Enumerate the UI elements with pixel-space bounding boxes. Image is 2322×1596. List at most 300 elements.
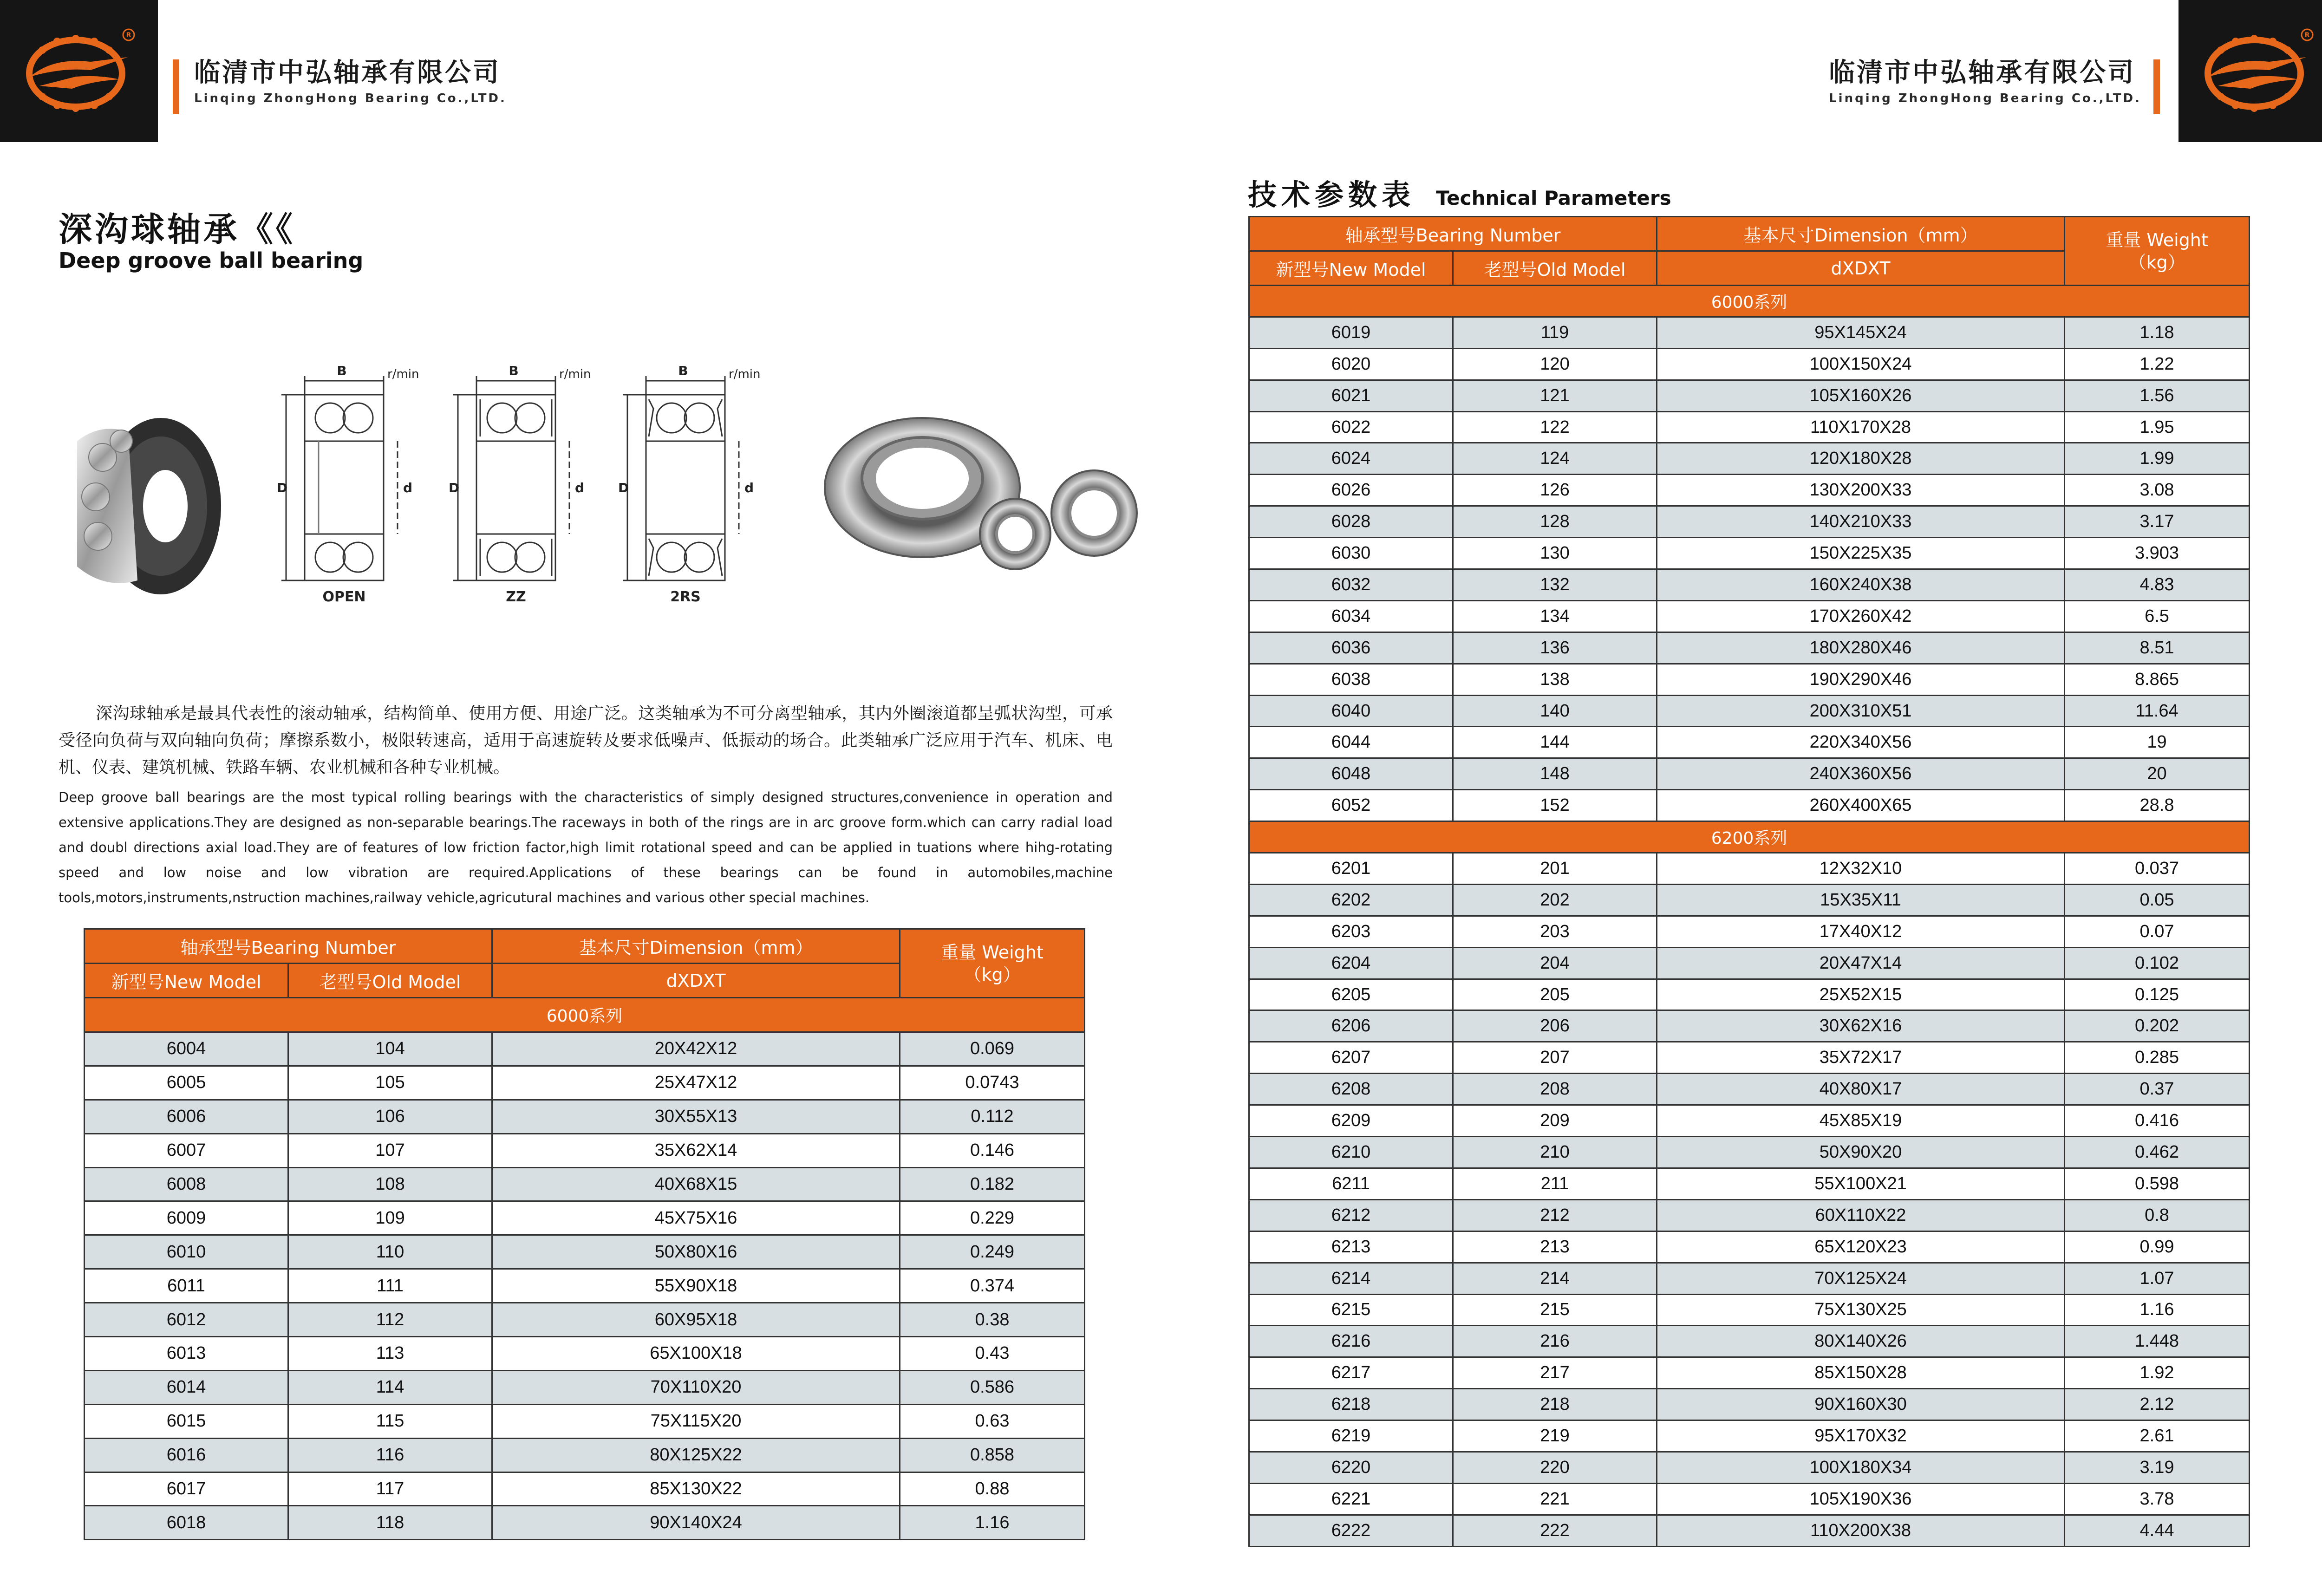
- weight-cell: 1.92: [2065, 1357, 2250, 1389]
- dimension-cell: 70X125X24: [1657, 1263, 2065, 1294]
- old-model-cell: 212: [1453, 1199, 1657, 1231]
- weight-cell: 2.12: [2065, 1389, 2250, 1420]
- weight-cell: 0.63: [900, 1404, 1085, 1438]
- dimension-label-b: B: [509, 363, 519, 378]
- heading-en: Technical Parameters: [1436, 187, 1671, 209]
- new-model-cell: 6028: [1249, 506, 1453, 538]
- weight-cell: 0.374: [900, 1269, 1085, 1303]
- dimension-cell: 55X90X18: [492, 1269, 900, 1303]
- weight-cell: 1.18: [2065, 317, 2250, 348]
- new-model-cell: 6026: [1249, 475, 1453, 506]
- weight-cell: 1.16: [2065, 1294, 2250, 1326]
- weight-cell: 0.037: [2065, 853, 2250, 885]
- dimension-cell: 85X150X28: [1657, 1357, 2065, 1389]
- heading-cn: 技术参数表: [1248, 178, 1415, 212]
- new-model-cell: 6221: [1249, 1483, 1453, 1515]
- old-model-cell: 216: [1453, 1326, 1657, 1357]
- company-brand: [173, 57, 507, 108]
- header-new-model: 新型号New Model: [1249, 251, 1453, 286]
- new-model-cell: 6052: [1249, 790, 1453, 821]
- weight-cell: 1.22: [2065, 348, 2250, 380]
- table-row: [1249, 1231, 2250, 1263]
- old-model-cell: 130: [1453, 538, 1657, 569]
- old-model-cell: 206: [1453, 1010, 1657, 1042]
- header-old-model: 老型号Old Model: [1453, 251, 1657, 286]
- table-row: [1249, 317, 2250, 348]
- dimension-cell: 85X130X22: [492, 1472, 900, 1506]
- table-row: [85, 1066, 1085, 1100]
- weight-cell: 19: [2065, 727, 2250, 758]
- new-model-cell: 6004: [85, 1032, 288, 1066]
- table-row: [1249, 758, 2250, 790]
- new-model-cell: 6022: [1249, 411, 1453, 443]
- table-row: [85, 1404, 1085, 1438]
- dimension-cell: 140X210X33: [1657, 506, 2065, 538]
- weight-cell: 3.17: [2065, 506, 2250, 538]
- weight-cell: 1.448: [2065, 1326, 2250, 1357]
- description-cn: 深沟球轴承是最具代表性的滚动轴承，结构简单、使用方便、用途广泛。这类轴承为不可分离型轴承，其内外圈滚道都呈弧状沟型，可承受径向负荷与双向轴向负荷；摩擦系数小，极限转速高，适用于高速旋转及要求低噪声、低振动的场合。此类轴承广泛应用于汽车、机床、电机、仪表、建筑机械、铁路车辆、农业机械和各种专业机械。: [59, 704, 1113, 777]
- bearings-photo: [820, 413, 1154, 590]
- old-model-cell: 208: [1453, 1074, 1657, 1105]
- table-row: [1249, 1263, 2250, 1294]
- new-model-cell: 6017: [85, 1472, 288, 1506]
- dimension-cell: 50X80X16: [492, 1235, 900, 1269]
- table-row: [1249, 1294, 2250, 1326]
- header-dimension: 基本尺寸Dimension（mm）: [1657, 217, 2065, 251]
- weight-cell: 1.16: [900, 1506, 1085, 1540]
- new-model-cell: 6212: [1249, 1199, 1453, 1231]
- weight-cell: 0.598: [2065, 1168, 2250, 1199]
- weight-cell: 0.285: [2065, 1042, 2250, 1074]
- old-model-cell: 148: [1453, 758, 1657, 790]
- new-model-cell: 6006: [85, 1100, 288, 1133]
- old-model-cell: 203: [1453, 916, 1657, 947]
- new-model-cell: 6030: [1249, 538, 1453, 569]
- weight-cell: 0.43: [900, 1337, 1085, 1371]
- new-model-cell: 6222: [1249, 1515, 1453, 1546]
- old-model-cell: 107: [288, 1133, 492, 1167]
- new-model-cell: 6207: [1249, 1042, 1453, 1074]
- left-spec-table: [84, 928, 1085, 1540]
- dimension-cell: 35X72X17: [1657, 1042, 2065, 1074]
- dimension-cell: 200X310X51: [1657, 695, 2065, 727]
- new-model-cell: 6218: [1249, 1389, 1453, 1420]
- old-model-cell: 122: [1453, 411, 1657, 443]
- old-model-cell: 109: [288, 1201, 492, 1235]
- old-model-cell: 218: [1453, 1389, 1657, 1420]
- new-model-cell: 6012: [85, 1303, 288, 1337]
- company-brand: [1829, 57, 2141, 108]
- table-row: [1249, 348, 2250, 380]
- table-row: [85, 1337, 1085, 1371]
- dimension-cell: 110X170X28: [1657, 411, 2065, 443]
- weight-cell: 0.249: [900, 1235, 1085, 1269]
- header-weight: [900, 929, 1085, 998]
- new-model-cell: 6007: [85, 1133, 288, 1167]
- page-title-en: Deep groove ball bearing: [59, 248, 364, 273]
- header-dimension: 基本尺寸Dimension（mm）: [492, 929, 900, 964]
- weight-cell: 6.5: [2065, 600, 2250, 632]
- weight-cell: 0.416: [2065, 1105, 2250, 1137]
- weight-cell: 0.125: [2065, 979, 2250, 1010]
- old-model-cell: 114: [288, 1370, 492, 1404]
- table-row: [1249, 1326, 2250, 1357]
- weight-cell: 8.51: [2065, 632, 2250, 664]
- old-model-cell: 113: [288, 1337, 492, 1371]
- dimension-cell: 95X170X32: [1657, 1420, 2065, 1452]
- new-model-cell: 6210: [1249, 1137, 1453, 1168]
- table-row: [1249, 1420, 2250, 1452]
- dimension-cell: 55X100X21: [1657, 1168, 2065, 1199]
- new-model-cell: 6010: [85, 1235, 288, 1269]
- dimension-cell: 30X55X13: [492, 1100, 900, 1133]
- table-row: [1249, 475, 2250, 506]
- table-row: [85, 1032, 1085, 1066]
- old-model-cell: 121: [1453, 380, 1657, 411]
- weight-cell: 0.8: [2065, 1199, 2250, 1231]
- dimension-label-d-inner: d: [403, 480, 413, 495]
- dimension-label-b: B: [337, 363, 347, 378]
- series-label: 6000系列: [85, 998, 1085, 1032]
- old-model-cell: 215: [1453, 1294, 1657, 1326]
- dimension-cell: 65X120X23: [1657, 1231, 2065, 1263]
- weight-cell: 3.19: [2065, 1452, 2250, 1483]
- old-model-cell: 108: [288, 1167, 492, 1201]
- old-model-cell: 221: [1453, 1483, 1657, 1515]
- new-model-cell: 6216: [1249, 1326, 1453, 1357]
- old-model-cell: 106: [288, 1100, 492, 1133]
- old-model-cell: 202: [1453, 884, 1657, 916]
- dimension-cell: 100X180X34: [1657, 1452, 2065, 1483]
- old-model-cell: 217: [1453, 1357, 1657, 1389]
- new-model-cell: 6215: [1249, 1294, 1453, 1326]
- new-model-cell: 6213: [1249, 1231, 1453, 1263]
- weight-cell: 0.112: [900, 1100, 1085, 1133]
- new-model-cell: 6009: [85, 1201, 288, 1235]
- dimension-cell: 25X52X15: [1657, 979, 2065, 1010]
- header-weight-label: 重量 Weight: [2106, 229, 2208, 250]
- dimension-cell: 60X110X22: [1657, 1199, 2065, 1231]
- weight-cell: 0.102: [2065, 947, 2250, 979]
- new-model-cell: 6201: [1249, 853, 1453, 885]
- table-row: [85, 1201, 1085, 1235]
- dimension-cell: 100X150X24: [1657, 348, 2065, 380]
- dimension-cell: 105X160X26: [1657, 380, 2065, 411]
- new-model-cell: 6014: [85, 1370, 288, 1404]
- new-model-cell: 6206: [1249, 1010, 1453, 1042]
- dimension-cell: 20X47X14: [1657, 947, 2065, 979]
- table-row: [1249, 1483, 2250, 1515]
- dimension-cell: 260X400X65: [1657, 790, 2065, 821]
- svg-text:R: R: [2304, 32, 2310, 39]
- new-model-cell: 6040: [1249, 695, 1453, 727]
- dimension-label-rmin: r/min: [559, 367, 591, 381]
- header-weight-unit: （kg）: [2128, 252, 2185, 273]
- description-en: Deep groove ball bearings are the most typical rolling bearings with the characteristics of simply designed structures,convenience in operation and extensive applications.They are designed as non-separable bearings.The raceways in both of the rings are in arc groove form.which can carry radial load and doubl directions axial load.They are of features of low friction factor,high limit rotational speed and can be applied in tuations where hihg-rotating speed and low noise and low vibration are required.Applications of these bearings can be found in automobiles,machine tools,motors,instruments,nstruction machines,railway vehicle,agricutural machines and various other special machines.: [59, 789, 1113, 905]
- dimension-cell: 45X75X16: [492, 1201, 900, 1235]
- table-row: [1249, 853, 2250, 885]
- dimension-cell: 90X140X24: [492, 1506, 900, 1540]
- dimension-cell: 180X280X46: [1657, 632, 2065, 664]
- dimension-cell: 70X110X20: [492, 1370, 900, 1404]
- weight-cell: 20: [2065, 758, 2250, 790]
- dimension-cell: 65X100X18: [492, 1337, 900, 1371]
- table-row: [1249, 380, 2250, 411]
- table-row: [85, 1370, 1085, 1404]
- header-weight-unit: （kg）: [964, 964, 1021, 985]
- old-model-cell: 118: [288, 1506, 492, 1540]
- weight-cell: 0.37: [2065, 1074, 2250, 1105]
- old-model-cell: 214: [1453, 1263, 1657, 1294]
- table-row: [1249, 1515, 2250, 1546]
- old-model-cell: 115: [288, 1404, 492, 1438]
- old-model-cell: 211: [1453, 1168, 1657, 1199]
- series-row: [1249, 286, 2250, 317]
- table-row: [85, 1167, 1085, 1201]
- dimension-cell: 75X130X25: [1657, 1294, 2065, 1326]
- old-model-cell: 201: [1453, 853, 1657, 885]
- new-model-cell: 6209: [1249, 1105, 1453, 1137]
- dimension-cell: 60X95X18: [492, 1303, 900, 1337]
- company-name-cn: 临清市中弘轴承有限公司: [194, 58, 501, 88]
- table-row: [85, 1472, 1085, 1506]
- dimension-cell: 35X62X14: [492, 1133, 900, 1167]
- bearing-figures: [59, 358, 1154, 645]
- table-row: [1249, 632, 2250, 664]
- dimension-cell: 170X260X42: [1657, 600, 2065, 632]
- dimension-label-d-outer: D: [277, 480, 288, 495]
- old-model-cell: 132: [1453, 569, 1657, 601]
- weight-cell: 0.182: [900, 1167, 1085, 1201]
- new-model-cell: 6217: [1249, 1357, 1453, 1389]
- old-model-cell: 140: [1453, 695, 1657, 727]
- table-row: [1249, 1199, 2250, 1231]
- old-model-cell: 116: [288, 1438, 492, 1472]
- table-row: [1249, 1042, 2250, 1074]
- table-row: [1249, 569, 2250, 601]
- new-model-cell: 6034: [1249, 600, 1453, 632]
- weight-cell: 8.865: [2065, 664, 2250, 695]
- old-model-cell: 110: [288, 1235, 492, 1269]
- new-model-cell: 6220: [1249, 1452, 1453, 1483]
- old-model-cell: 144: [1453, 727, 1657, 758]
- weight-cell: 11.64: [2065, 695, 2250, 727]
- page-title-cn: 深沟球轴承《《: [59, 210, 296, 249]
- old-model-cell: 205: [1453, 979, 1657, 1010]
- series-label: 6200系列: [1249, 821, 2250, 853]
- table-row: [1249, 916, 2250, 947]
- dimension-cell: 95X145X24: [1657, 317, 2065, 348]
- weight-cell: 1.56: [2065, 380, 2250, 411]
- dimension-cell: 240X360X56: [1657, 758, 2065, 790]
- dimension-cell: 17X40X12: [1657, 916, 2065, 947]
- header-dxdxt: dXDXT: [1657, 251, 2065, 286]
- drawing-caption-zz: ZZ: [506, 589, 526, 605]
- dimension-cell: 90X160X30: [1657, 1389, 2065, 1420]
- weight-cell: 3.08: [2065, 475, 2250, 506]
- right-spec-table: [1248, 216, 2250, 1547]
- old-model-cell: 152: [1453, 790, 1657, 821]
- old-model-cell: 117: [288, 1472, 492, 1506]
- table-row: [1249, 443, 2250, 475]
- dimension-label-rmin: r/min: [387, 367, 419, 381]
- old-model-cell: 111: [288, 1269, 492, 1303]
- table-row: [1249, 1357, 2250, 1389]
- bearing-drawing-zz: [444, 363, 591, 608]
- series-row: [85, 998, 1085, 1032]
- header-old-model: 老型号Old Model: [288, 964, 492, 998]
- weight-cell: 3.903: [2065, 538, 2250, 569]
- table-row: [1249, 506, 2250, 538]
- new-model-cell: 6044: [1249, 727, 1453, 758]
- new-model-cell: 6202: [1249, 884, 1453, 916]
- dimension-label-d-inner: d: [575, 480, 585, 495]
- table-row: [1249, 1010, 2250, 1042]
- weight-cell: 0.05: [2065, 884, 2250, 916]
- table-row: [1249, 664, 2250, 695]
- weight-cell: 4.83: [2065, 569, 2250, 601]
- weight-cell: 0.38: [900, 1303, 1085, 1337]
- cutaway-bearing-illustration: [59, 413, 226, 599]
- dimension-cell: 12X32X10: [1657, 853, 2065, 885]
- old-model-cell: 204: [1453, 947, 1657, 979]
- table-row: [1249, 979, 2250, 1010]
- table-row: [85, 1133, 1085, 1167]
- company-name-en: Linqing ZhongHong Bearing Co.,LTD.: [1829, 91, 2141, 105]
- dimension-cell: 40X68X15: [492, 1167, 900, 1201]
- table-row: [1249, 790, 2250, 821]
- table-row: [85, 1303, 1085, 1337]
- old-model-cell: 213: [1453, 1231, 1657, 1263]
- dimension-cell: 80X125X22: [492, 1438, 900, 1472]
- company-name-cn: 临清市中弘轴承有限公司: [1829, 58, 2136, 88]
- table-row: [1249, 695, 2250, 727]
- table-row: [1249, 884, 2250, 916]
- weight-cell: 0.0743: [900, 1066, 1085, 1100]
- technical-parameters-heading: [1248, 172, 1671, 213]
- company-logo: [0, 0, 158, 142]
- dimension-cell: 45X85X19: [1657, 1105, 2065, 1137]
- series-row: [1249, 821, 2250, 853]
- weight-cell: 0.858: [900, 1438, 1085, 1472]
- bearing-drawing-2rs: [613, 363, 761, 608]
- old-model-cell: 220: [1453, 1452, 1657, 1483]
- company-logo: [2179, 0, 2322, 142]
- dimension-cell: 75X115X20: [492, 1404, 900, 1438]
- dimension-cell: 30X62X16: [1657, 1010, 2065, 1042]
- new-model-cell: 6032: [1249, 569, 1453, 601]
- series-label: 6000系列: [1249, 286, 2250, 317]
- weight-cell: 28.8: [2065, 790, 2250, 821]
- bearing-logo-icon: [21, 25, 137, 117]
- new-model-cell: 6019: [1249, 317, 1453, 348]
- table-row: [1249, 1168, 2250, 1199]
- dimension-cell: 50X90X20: [1657, 1137, 2065, 1168]
- weight-cell: 0.202: [2065, 1010, 2250, 1042]
- table-row: [85, 1506, 1085, 1540]
- weight-cell: 0.07: [2065, 916, 2250, 947]
- header-new-model: 新型号New Model: [85, 964, 288, 998]
- weight-cell: 0.462: [2065, 1137, 2250, 1168]
- old-model-cell: 138: [1453, 664, 1657, 695]
- weight-cell: 4.44: [2065, 1515, 2250, 1546]
- weight-cell: 0.99: [2065, 1231, 2250, 1263]
- header-weight: [2065, 217, 2250, 286]
- table-row: [1249, 727, 2250, 758]
- table-row: [1249, 538, 2250, 569]
- brand-accent-bar: [173, 59, 179, 114]
- old-model-cell: 104: [288, 1032, 492, 1066]
- table-row: [1249, 947, 2250, 979]
- bearing-logo-icon: [2199, 25, 2315, 117]
- drawing-caption-open: OPEN: [322, 589, 366, 605]
- dimension-cell: 80X140X26: [1657, 1326, 2065, 1357]
- weight-cell: 1.95: [2065, 411, 2250, 443]
- dimension-label-d-outer: D: [449, 480, 460, 495]
- new-model-cell: 6011: [85, 1269, 288, 1303]
- old-model-cell: 222: [1453, 1515, 1657, 1546]
- header-bearing-number: 轴承型号Bearing Number: [1249, 217, 1657, 251]
- company-name-en: Linqing ZhongHong Bearing Co.,LTD.: [194, 91, 507, 105]
- new-model-cell: 6048: [1249, 758, 1453, 790]
- dimension-cell: 110X200X38: [1657, 1515, 2065, 1546]
- old-model-cell: 112: [288, 1303, 492, 1337]
- dimension-cell: 20X42X12: [492, 1032, 900, 1066]
- old-model-cell: 207: [1453, 1042, 1657, 1074]
- table-row: [85, 1235, 1085, 1269]
- old-model-cell: 119: [1453, 317, 1657, 348]
- new-model-cell: 6013: [85, 1337, 288, 1371]
- header-weight-label: 重量 Weight: [941, 942, 1044, 963]
- new-model-cell: 6203: [1249, 916, 1453, 947]
- weight-cell: 2.61: [2065, 1420, 2250, 1452]
- table-row: [85, 1438, 1085, 1472]
- old-model-cell: 105: [288, 1066, 492, 1100]
- brand-accent-bar: [2153, 59, 2160, 114]
- dimension-label-d-inner: d: [744, 480, 754, 495]
- dimension-cell: 220X340X56: [1657, 727, 2065, 758]
- old-model-cell: 120: [1453, 348, 1657, 380]
- old-model-cell: 219: [1453, 1420, 1657, 1452]
- weight-cell: 0.146: [900, 1133, 1085, 1167]
- table-row: [85, 1269, 1085, 1303]
- old-model-cell: 134: [1453, 600, 1657, 632]
- weight-cell: 1.07: [2065, 1263, 2250, 1294]
- header-bearing-number: 轴承型号Bearing Number: [85, 929, 492, 964]
- weight-cell: 0.586: [900, 1370, 1085, 1404]
- new-model-cell: 6008: [85, 1167, 288, 1201]
- old-model-cell: 136: [1453, 632, 1657, 664]
- dimension-cell: 150X225X35: [1657, 538, 2065, 569]
- old-model-cell: 126: [1453, 475, 1657, 506]
- weight-cell: 1.99: [2065, 443, 2250, 475]
- old-model-cell: 128: [1453, 506, 1657, 538]
- table-row: [1249, 1105, 2250, 1137]
- table-row: [1249, 600, 2250, 632]
- dimension-cell: 40X80X17: [1657, 1074, 2065, 1105]
- new-model-cell: 6208: [1249, 1074, 1453, 1105]
- svg-text:R: R: [126, 32, 131, 39]
- new-model-cell: 6018: [85, 1506, 288, 1540]
- new-model-cell: 6021: [1249, 380, 1453, 411]
- dimension-label-b: B: [678, 363, 688, 378]
- new-model-cell: 6214: [1249, 1263, 1453, 1294]
- new-model-cell: 6005: [85, 1066, 288, 1100]
- old-model-cell: 209: [1453, 1105, 1657, 1137]
- table-row: [1249, 1137, 2250, 1168]
- bearing-drawing-open: [272, 363, 419, 608]
- weight-cell: 0.88: [900, 1472, 1085, 1506]
